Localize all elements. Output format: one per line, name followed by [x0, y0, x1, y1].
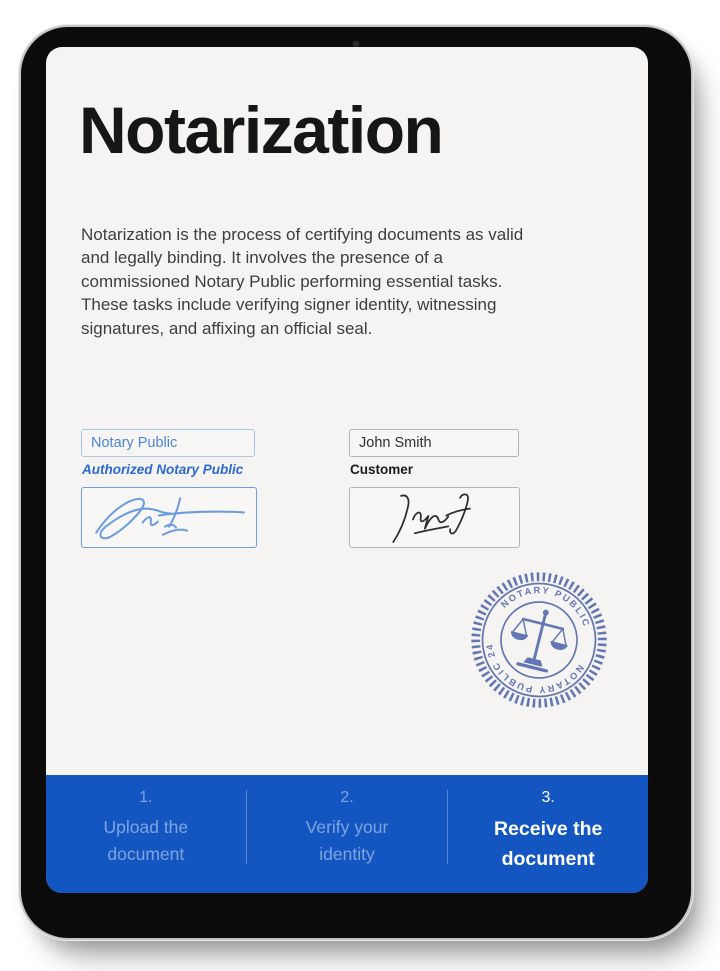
step-number: 1.	[139, 789, 153, 806]
steps-bar	[46, 775, 648, 893]
step-label: Upload the document	[103, 817, 189, 864]
notary-signature-icon	[82, 488, 256, 547]
customer-signature-icon	[350, 488, 519, 547]
seal-arc-text-bottom: NOTARY PUBLIC 24	[484, 642, 586, 695]
step-verify-identity[interactable]	[247, 775, 447, 893]
step-label: Receive the document	[493, 818, 603, 870]
tablet-screen	[46, 47, 648, 893]
scales-of-justice-icon	[504, 603, 575, 675]
step-receive-document[interactable]	[448, 775, 648, 893]
notary-role-label: Authorized Notary Public	[82, 462, 244, 477]
notary-seal-stamp	[451, 552, 628, 729]
customer-role-label: Customer	[350, 462, 414, 477]
step-number: 3.	[541, 789, 555, 806]
customer-signature-box[interactable]	[349, 487, 520, 548]
description-text: Notarization is the process of certifying documents as valid and legally binding. It involves the presence of a commissioned Notary Public performing essential tasks. These tasks include verifying signer identity, witnessing signatures, and affixing an official seal.	[81, 225, 524, 338]
notary-signature-box[interactable]	[81, 487, 257, 548]
customer-name-field[interactable]	[349, 429, 519, 457]
notary-name-field[interactable]	[81, 429, 255, 457]
step-label: Verify your identity	[305, 817, 389, 864]
step-number: 2.	[340, 789, 354, 806]
tablet-device-frame	[21, 27, 691, 938]
step-upload-document[interactable]	[46, 775, 246, 893]
page-title: Notarization	[79, 93, 443, 167]
seal-arc-text-top: NOTARY PUBLIC	[499, 585, 592, 629]
